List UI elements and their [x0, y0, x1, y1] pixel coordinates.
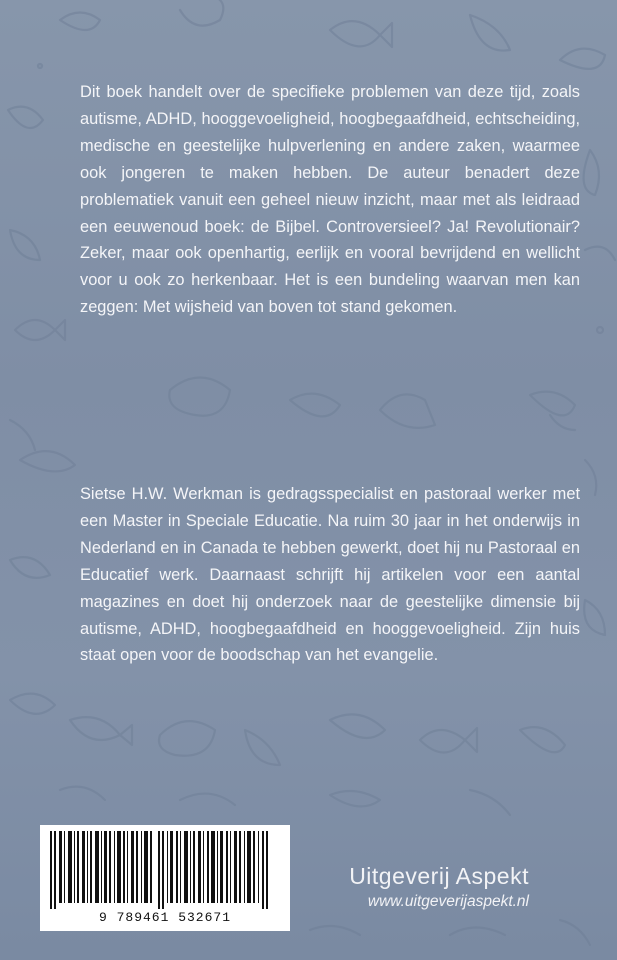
isbn-barcode — [40, 825, 290, 931]
barcode-bars — [46, 831, 284, 909]
isbn-number: 9 789461 532671 — [98, 910, 232, 925]
publisher-website[interactable]: www.uitgeverijaspekt.nl — [367, 893, 529, 910]
author-bio-text: Sietse H.W. Werkman is gedragsspecialist en pastoraal werker met een Master in Speciale Educatie. Na ruim 30 jaar in het onderwijs in Nederland en in Canada te hebben gewerkt, doet hij nu Pastoraal en Educatief werk. Daarnaast schrijft hij artikelen voor een aantal magazines en doet hij onderzoek naar de geestelijke dimensie bij autisme, ADHD, hoogbegaafdheid en hooggevoeligheid. Zijn huis staat open voor de boodschap van het evangelie. — [80, 485, 580, 665]
publisher-name: Uitgeverij Aspekt — [349, 863, 529, 889]
blurb-text: Dit boek handelt over de specifieke problemen van deze tijd, zoals autisme, ADHD, hooggevoeligheid, hoogbegaafdheid, echtscheiding, medische en geestelijke hulpverlening en andere zaken, waarmee ook jongeren te maken hebben. De auteur benadert deze problematiek vanuit een geheel nieuw inzicht, maar met als leidraad een eeuwenoud boek: de Bijbel. Controversieel? Ja! Revolutionair? Zeker, maar ook openhartig, eerlijk en vooral bevrijdend en wellicht voor u ook zo herkenbaar. Het is een bundeling waarvan men kan zeggen: Met wijsheid van boven tot stand gekomen. — [80, 83, 580, 317]
